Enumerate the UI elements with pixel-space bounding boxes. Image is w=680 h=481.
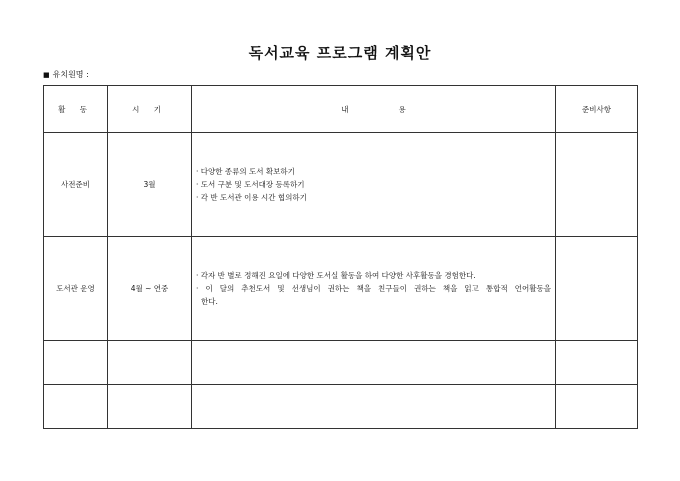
table-row bbox=[44, 385, 638, 429]
header-content-char-1: 내 bbox=[341, 104, 349, 114]
row-activity: 사전준비 bbox=[44, 133, 108, 237]
header-activity: 활 동 bbox=[44, 86, 108, 133]
row-preparation bbox=[556, 341, 638, 385]
kindergarten-label-text: 유치원명 : bbox=[52, 70, 89, 79]
header-content-char-2: 용 bbox=[398, 104, 406, 114]
header-period: 시 기 bbox=[108, 86, 192, 133]
content-line: · 이 달의 추천도서 및 선생님이 권하는 책을 친구들이 권하는 책을 읽고 통합적 언어활동을 bbox=[196, 284, 551, 293]
table-row bbox=[44, 341, 638, 385]
row-period: 3월 bbox=[108, 133, 192, 237]
row-content bbox=[192, 237, 556, 341]
document-title: 독서교육 프로그램 계획안 bbox=[248, 44, 432, 62]
row-content bbox=[192, 385, 556, 429]
row-activity bbox=[44, 385, 108, 429]
row-preparation bbox=[556, 237, 638, 341]
row-preparation bbox=[556, 133, 638, 237]
table-row bbox=[44, 237, 638, 341]
row-content bbox=[192, 133, 556, 237]
square-bullet-icon: ■ bbox=[43, 70, 50, 79]
table-row bbox=[44, 133, 638, 237]
table-header-row bbox=[44, 86, 638, 133]
kindergarten-name-label bbox=[43, 69, 89, 80]
row-activity: 도서관 운영 bbox=[44, 237, 108, 341]
header-content bbox=[192, 86, 556, 133]
content-line: · 각자 반 별로 정해진 요일에 다양한 도서실 활동을 하여 다양한 사후활동을 경험한다. bbox=[196, 271, 476, 280]
row-period bbox=[108, 341, 192, 385]
program-plan-table bbox=[43, 85, 638, 429]
row-period bbox=[108, 385, 192, 429]
header-preparation: 준비사항 bbox=[556, 86, 638, 133]
content-line: · 도서 구분 및 도서대장 등록하기 bbox=[196, 180, 305, 189]
content-line: 한다. bbox=[201, 297, 218, 306]
row-period: 4월 ~ 연중 bbox=[108, 237, 192, 341]
content-line: · 다양한 종류의 도서 확보하기 bbox=[196, 167, 295, 176]
row-content bbox=[192, 341, 556, 385]
row-preparation bbox=[556, 385, 638, 429]
row-activity bbox=[44, 341, 108, 385]
content-line: · 각 반 도서관 이용 시간 협의하기 bbox=[196, 193, 307, 202]
